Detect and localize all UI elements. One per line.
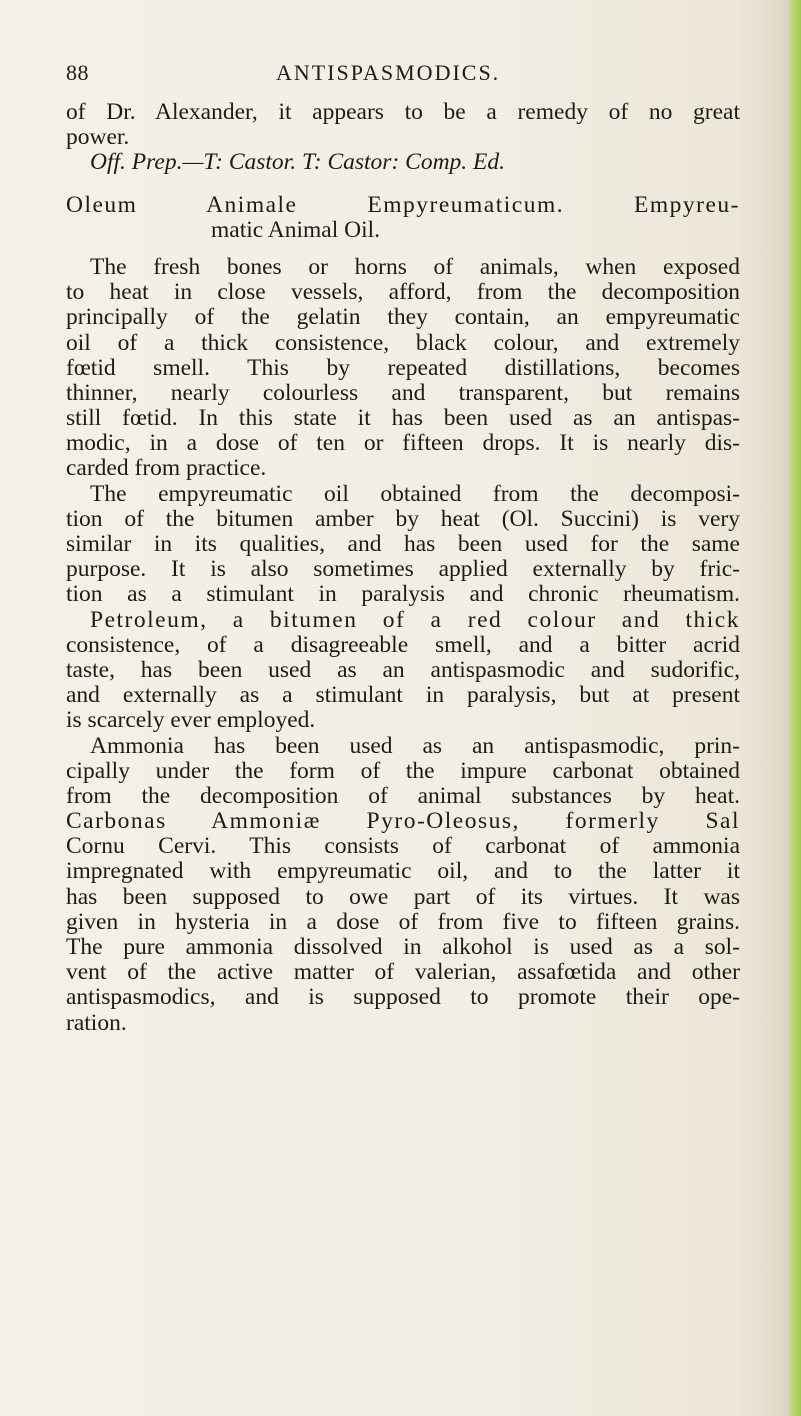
paragraph-line: has been supposed to owe part of its virtues. It was: [66, 883, 740, 910]
paragraph-line: tion of the bitumen amber by heat (Ol. Succini) is very: [66, 505, 740, 532]
page-edge: [787, 0, 801, 1416]
paragraph-line: fœtid smell. This by repeated distillations, becomes: [66, 354, 740, 381]
paragraph-line: impregnated with empyreumatic oil, and to the latter it: [66, 858, 740, 885]
paragraph-line: taste, has been used as an antispasmodic and sudorific,: [66, 656, 740, 683]
text-line: power.: [66, 124, 130, 151]
paragraph-line: vent of the active matter of valerian, assafœtida and other: [66, 959, 740, 986]
paragraph-line: antispasmodics, and is supposed to promote their ope-: [66, 984, 740, 1011]
paragraph-line: Ammonia has been used as an antispasmodic, prin-: [90, 732, 740, 759]
paragraph-line: cipally under the form of the impure carbonat obtained: [66, 757, 740, 784]
paragraph-line: Petroleum, a bitumen of a red colour and thick: [90, 606, 740, 633]
paragraph-line: tion as a stimulant in paralysis and chronic rheumatism.: [66, 581, 740, 608]
page-number: 88: [66, 60, 89, 85]
paragraph-line: ration.: [66, 1009, 127, 1036]
paragraph-line: modic, in a dose of ten or fifteen drops. It is nearly dis-: [66, 430, 740, 457]
paragraph-line: The fresh bones or horns of animals, when exposed: [90, 253, 740, 280]
page-header: [66, 60, 746, 90]
running-title: ANTISPASMODICS.: [276, 60, 501, 85]
paragraph-line: principally of the gelatin they contain, an empyreumatic: [66, 304, 740, 331]
paragraph-line: given in hysteria in a dose of from five to fifteen grains.: [66, 908, 740, 935]
body-text: [66, 100, 740, 1036]
text-line: of Dr. Alexander, it appears to be a remedy of no great: [66, 99, 740, 125]
section-heading: Oleum Animale Empyreumaticum. Empyreu-: [66, 191, 740, 218]
paragraph-line: purpose. It is also sometimes applied externally by fric-: [66, 556, 740, 583]
paragraph-line: to heat in close vessels, afford, from the decomposition: [66, 279, 740, 306]
paragraph-line: is scarcely ever employed.: [66, 707, 316, 734]
preparations-line: Off. Prep.—T: Castor. T: Castor: Comp. Ed.: [90, 149, 506, 176]
paragraph-line: still fœtid. In this state it has been used as an antispas-: [66, 405, 740, 432]
paragraph-line: and externally as a stimulant in paralysis, but at present: [66, 682, 740, 709]
paragraph-line: oil of a thick consistence, black colour, and extremely: [66, 329, 740, 356]
section-heading-continued: matic Animal Oil.: [211, 216, 381, 243]
paragraph-line: similar in its qualities, and has been used for the same: [66, 531, 740, 557]
paragraph-line: The empyreumatic oil obtained from the decomposi-: [90, 480, 740, 507]
paragraph-line: thinner, nearly colourless and transparent, but remains: [66, 379, 740, 406]
paragraph-line: The pure ammonia dissolved in alkohol is used as a sol-: [66, 934, 740, 960]
paragraph-line: from the decomposition of animal substances by heat.: [66, 782, 740, 809]
paragraph-line: consistence, of a disagreeable smell, and a bitter acrid: [66, 631, 740, 658]
paragraph-line: Cornu Cervi. This consists of carbonat of ammonia: [66, 833, 740, 860]
paragraph-line: Carbonas Ammoniæ Pyro-Oleosus, formerly Sal: [66, 808, 740, 835]
spacer: [66, 176, 740, 193]
paragraph-line: carded from practice.: [66, 455, 267, 482]
